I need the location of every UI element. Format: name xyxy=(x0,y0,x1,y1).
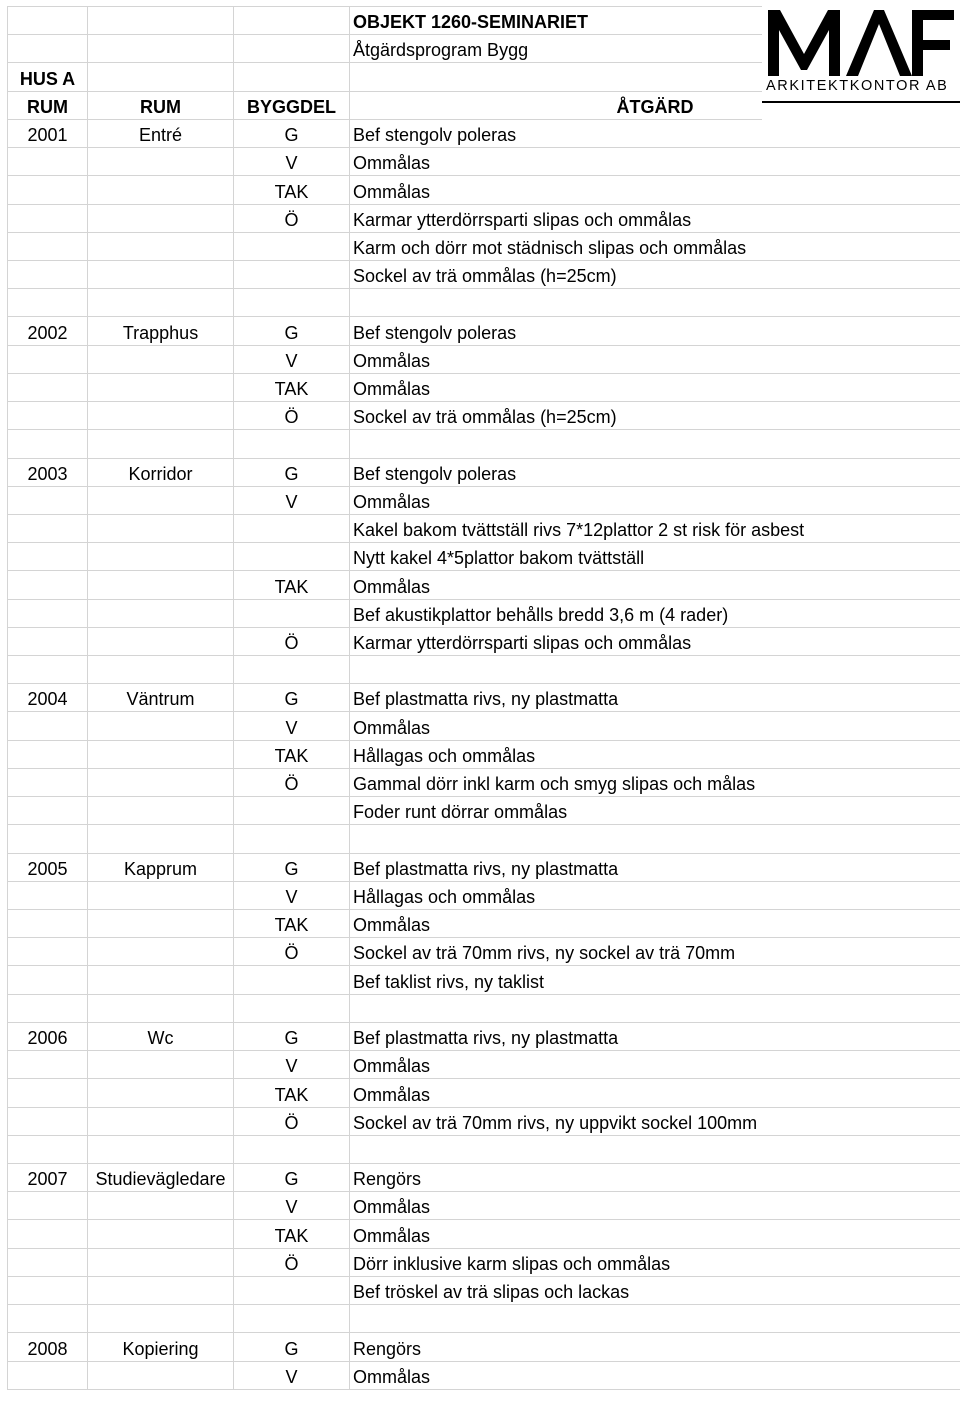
rum-number-cell xyxy=(8,1192,88,1220)
table-row xyxy=(8,994,960,1022)
table-row xyxy=(8,599,960,627)
table-row xyxy=(8,402,960,430)
rum-number-cell xyxy=(8,1079,88,1107)
atgard-cell: Ommålas xyxy=(350,373,960,401)
atgard-cell: Bef tröskel av trä slipas och lackas xyxy=(350,1276,960,1304)
byggdel-cell: G xyxy=(234,317,350,345)
table-row xyxy=(8,373,960,401)
rum-number-cell: 2002 xyxy=(8,317,88,345)
byggdel-cell xyxy=(234,825,350,853)
atgard-cell: Rengörs xyxy=(350,1333,960,1361)
rum-number-cell: 2006 xyxy=(8,1022,88,1050)
rum-name-cell xyxy=(88,881,234,909)
rum-number-cell xyxy=(8,881,88,909)
rum-name-cell xyxy=(88,740,234,768)
byggdel-cell xyxy=(234,232,350,260)
maf-logo xyxy=(762,0,960,120)
rum-number-cell xyxy=(8,260,88,288)
byggdel-cell: TAK xyxy=(234,910,350,938)
rum-number-cell xyxy=(8,1276,88,1304)
atgard-cell: Ommålas xyxy=(350,910,960,938)
rum-name-cell xyxy=(88,910,234,938)
table-row xyxy=(8,514,960,542)
rum-number-cell xyxy=(8,740,88,768)
rum-number-cell xyxy=(8,627,88,655)
byggdel-cell: V xyxy=(234,712,350,740)
atgard-cell: Sockel av trä 70mm rivs, ny sockel av trä 70mm xyxy=(350,938,960,966)
byggdel-cell xyxy=(234,1276,350,1304)
byggdel-cell xyxy=(234,260,350,288)
rum-number-cell xyxy=(8,1107,88,1135)
rum-name-cell xyxy=(88,373,234,401)
byggdel-cell: Ö xyxy=(234,204,350,232)
rum-name-cell xyxy=(88,1079,234,1107)
table-row xyxy=(8,1220,960,1248)
atgard-cell: Ommålas xyxy=(350,571,960,599)
rum-number-cell xyxy=(8,1248,88,1276)
rum-number-cell xyxy=(8,571,88,599)
table-row xyxy=(8,1192,960,1220)
byggdel-cell: Ö xyxy=(234,1248,350,1276)
rum-name-cell: Kapprum xyxy=(88,853,234,881)
atgard-cell: Karmar ytterdörrsparti slipas och ommålas xyxy=(350,204,960,232)
rum-number-cell xyxy=(8,543,88,571)
byggdel-cell: G xyxy=(234,1022,350,1050)
rum-name-cell xyxy=(88,232,234,260)
rum-name-cell: Korridor xyxy=(88,458,234,486)
table-row xyxy=(8,232,960,260)
byggdel-cell: V xyxy=(234,148,350,176)
logo-underline xyxy=(762,101,960,103)
rum-number-cell xyxy=(8,966,88,994)
atgard-cell: Ommålas xyxy=(350,1079,960,1107)
atgard-cell: Karmar ytterdörrsparti slipas och ommålas xyxy=(350,627,960,655)
atgard-cell: Bef stengolv poleras xyxy=(350,119,960,147)
rum-number-cell: 2008 xyxy=(8,1333,88,1361)
table-row xyxy=(8,204,960,232)
atgard-cell: Ommålas xyxy=(350,1051,960,1079)
atgard-cell xyxy=(350,656,960,684)
atgard-cell xyxy=(350,994,960,1022)
rum-number-cell xyxy=(8,768,88,796)
rum-name-cell xyxy=(88,994,234,1022)
rum-name-cell xyxy=(88,204,234,232)
atgard-cell: Bef stengolv poleras xyxy=(350,317,960,345)
atgard-cell: Ommålas xyxy=(350,176,960,204)
byggdel-cell xyxy=(234,966,350,994)
table-row xyxy=(8,543,960,571)
table-row xyxy=(8,938,960,966)
byggdel-cell: V xyxy=(234,1051,350,1079)
rum-number-cell xyxy=(8,656,88,684)
byggdel-cell: V xyxy=(234,1361,350,1389)
rum-number-cell xyxy=(8,1135,88,1163)
table-row xyxy=(8,148,960,176)
rum-name-cell xyxy=(88,966,234,994)
table-row xyxy=(8,825,960,853)
rum-number-cell xyxy=(8,994,88,1022)
atgard-cell: Ommålas xyxy=(350,712,960,740)
rum-number-cell: 2004 xyxy=(8,684,88,712)
rum-number-cell xyxy=(8,289,88,317)
action-table xyxy=(7,6,960,1390)
rum-name-cell xyxy=(88,768,234,796)
rum-number-cell xyxy=(8,430,88,458)
atgard-cell xyxy=(350,1135,960,1163)
byggdel-cell xyxy=(234,543,350,571)
atgard-cell: Ommålas xyxy=(350,1192,960,1220)
atgard-cell xyxy=(350,825,960,853)
byggdel-cell: TAK xyxy=(234,1220,350,1248)
rum-name-cell xyxy=(88,1276,234,1304)
table-row xyxy=(8,1276,960,1304)
table-row xyxy=(8,797,960,825)
rum-name-cell xyxy=(88,148,234,176)
atgard-cell: Bef taklist rivs, ny taklist xyxy=(350,966,960,994)
rum-name-cell xyxy=(88,1305,234,1333)
byggdel-cell: G xyxy=(234,853,350,881)
byggdel-cell xyxy=(234,430,350,458)
byggdel-cell xyxy=(234,599,350,627)
rum-number-cell xyxy=(8,599,88,627)
byggdel-cell: Ö xyxy=(234,938,350,966)
byggdel-cell xyxy=(234,1305,350,1333)
atgard-cell: Bef plastmatta rivs, ny plastmatta xyxy=(350,684,960,712)
rum-name-cell xyxy=(88,1220,234,1248)
rum-name-cell xyxy=(88,289,234,317)
maf-logo-letters xyxy=(766,6,956,78)
table-row xyxy=(8,853,960,881)
table-row xyxy=(8,1305,960,1333)
rum-name-cell xyxy=(88,514,234,542)
rum-name-cell xyxy=(88,486,234,514)
rum-number-cell xyxy=(8,797,88,825)
table-row xyxy=(8,458,960,486)
rum-name-cell xyxy=(88,402,234,430)
rum-number-cell xyxy=(8,1361,88,1389)
atgard-cell: Nytt kakel 4*5plattor bakom tvättställ xyxy=(350,543,960,571)
rum-name-cell xyxy=(88,1107,234,1135)
rum-number-cell xyxy=(8,712,88,740)
rum-name-cell xyxy=(88,1192,234,1220)
byggdel-cell: V xyxy=(234,881,350,909)
rum-number-cell xyxy=(8,825,88,853)
table-row xyxy=(8,768,960,796)
rum-name-cell xyxy=(88,797,234,825)
byggdel-cell xyxy=(234,514,350,542)
rum-name-cell: Väntrum xyxy=(88,684,234,712)
table-row xyxy=(8,1361,960,1389)
rum-number-cell xyxy=(8,402,88,430)
rum-name-cell xyxy=(88,1051,234,1079)
atgard-cell: Ommålas xyxy=(350,1220,960,1248)
maf-logo-tagline: ARKITEKTKONTOR AB xyxy=(766,78,949,94)
byggdel-cell: V xyxy=(234,486,350,514)
rum-name-cell: Wc xyxy=(88,1022,234,1050)
atgard-cell: Ommålas xyxy=(350,345,960,373)
table-row xyxy=(8,740,960,768)
byggdel-cell xyxy=(234,797,350,825)
table-row xyxy=(8,1333,960,1361)
rum-name-cell xyxy=(88,1361,234,1389)
rum-number-cell xyxy=(8,373,88,401)
col-header-rum-no: RUM xyxy=(8,91,88,119)
atgard-cell: Hållagas och ommålas xyxy=(350,881,960,909)
byggdel-cell xyxy=(234,289,350,317)
spreadsheet xyxy=(7,6,960,1390)
atgard-cell xyxy=(350,1305,960,1333)
atgard-cell: Karm och dörr mot städnisch slipas och ommålas xyxy=(350,232,960,260)
rum-name-cell xyxy=(88,599,234,627)
table-row xyxy=(8,260,960,288)
byggdel-cell: G xyxy=(234,684,350,712)
rum-name-cell xyxy=(88,260,234,288)
rum-number-cell xyxy=(8,232,88,260)
byggdel-cell: Ö xyxy=(234,768,350,796)
rum-number-cell: 2005 xyxy=(8,853,88,881)
rum-number-cell xyxy=(8,204,88,232)
rum-number-cell xyxy=(8,938,88,966)
byggdel-cell: TAK xyxy=(234,373,350,401)
rum-name-cell xyxy=(88,345,234,373)
rum-number-cell xyxy=(8,910,88,938)
byggdel-cell xyxy=(234,994,350,1022)
atgard-cell: Sockel av trä ommålas (h=25cm) xyxy=(350,402,960,430)
rum-name-cell xyxy=(88,627,234,655)
byggdel-cell: TAK xyxy=(234,740,350,768)
atgard-cell: Bef stengolv poleras xyxy=(350,458,960,486)
table-row xyxy=(8,289,960,317)
atgard-cell: Gammal dörr inkl karm och smyg slipas och målas xyxy=(350,768,960,796)
rum-name-cell xyxy=(88,712,234,740)
atgard-cell: Bef plastmatta rivs, ny plastmatta xyxy=(350,853,960,881)
rum-name-cell xyxy=(88,571,234,599)
table-row xyxy=(8,317,960,345)
atgard-cell: Ommålas xyxy=(350,1361,960,1389)
rum-number-cell xyxy=(8,514,88,542)
atgard-cell xyxy=(350,430,960,458)
rum-number-cell xyxy=(8,148,88,176)
atgard-cell: Rengörs xyxy=(350,1163,960,1191)
table-row xyxy=(8,1107,960,1135)
byggdel-cell: G xyxy=(234,1333,350,1361)
col-header-byggdel: BYGGDEL xyxy=(234,91,350,119)
atgard-cell: Hållagas och ommålas xyxy=(350,740,960,768)
rum-number-cell xyxy=(8,176,88,204)
rum-name-cell xyxy=(88,176,234,204)
table-row xyxy=(8,712,960,740)
atgard-cell: Kakel bakom tvättställ rivs 7*12plattor 2 st risk för asbest xyxy=(350,514,960,542)
atgard-cell: Foder runt dörrar ommålas xyxy=(350,797,960,825)
atgard-cell: Bef plastmatta rivs, ny plastmatta xyxy=(350,1022,960,1050)
byggdel-cell: TAK xyxy=(234,1079,350,1107)
atgard-cell: Dörr inklusive karm slipas och ommålas xyxy=(350,1248,960,1276)
byggdel-cell: Ö xyxy=(234,627,350,655)
rum-number-cell xyxy=(8,1305,88,1333)
byggdel-cell: TAK xyxy=(234,571,350,599)
table-row xyxy=(8,345,960,373)
atgard-cell: Bef akustikplattor behålls bredd 3,6 m (4 rader) xyxy=(350,599,960,627)
col-header-rum-name: RUM xyxy=(88,91,234,119)
rum-name-cell xyxy=(88,543,234,571)
rum-number-cell: 2003 xyxy=(8,458,88,486)
rum-number-cell xyxy=(8,1220,88,1248)
byggdel-cell: TAK xyxy=(234,176,350,204)
byggdel-cell: Ö xyxy=(234,1107,350,1135)
table-row xyxy=(8,1051,960,1079)
byggdel-cell: G xyxy=(234,119,350,147)
table-row xyxy=(8,1163,960,1191)
byggdel-cell: G xyxy=(234,458,350,486)
byggdel-cell xyxy=(234,1135,350,1163)
rum-name-cell xyxy=(88,825,234,853)
byggdel-cell: V xyxy=(234,345,350,373)
rum-name-cell xyxy=(88,1248,234,1276)
table-row xyxy=(8,966,960,994)
rum-name-cell: Studievägledare xyxy=(88,1163,234,1191)
table-row xyxy=(8,627,960,655)
table-row xyxy=(8,1248,960,1276)
rum-name-cell: Kopiering xyxy=(88,1333,234,1361)
rum-name-cell xyxy=(88,430,234,458)
house-label: HUS A xyxy=(8,63,88,91)
byggdel-cell: G xyxy=(234,1163,350,1191)
rum-name-cell: Entré xyxy=(88,119,234,147)
atgard-cell: Ommålas xyxy=(350,486,960,514)
rum-name-cell xyxy=(88,938,234,966)
table-row xyxy=(8,1022,960,1050)
table-row xyxy=(8,684,960,712)
table-row xyxy=(8,656,960,684)
rum-number-cell xyxy=(8,1051,88,1079)
col-header-atgard: ÅTGÄRD xyxy=(350,91,960,119)
rum-name-cell xyxy=(88,656,234,684)
rum-number-cell xyxy=(8,345,88,373)
table-row xyxy=(8,176,960,204)
byggdel-cell: Ö xyxy=(234,402,350,430)
table-row xyxy=(8,119,960,147)
table-row xyxy=(8,910,960,938)
rum-name-cell xyxy=(88,1135,234,1163)
project-title: OBJEKT 1260-SEMINARIET xyxy=(350,7,960,35)
atgard-cell xyxy=(350,289,960,317)
rum-name-cell: Trapphus xyxy=(88,317,234,345)
project-subtitle: Åtgärdsprogram Bygg xyxy=(350,35,960,63)
byggdel-cell: V xyxy=(234,1192,350,1220)
rum-number-cell: 2001 xyxy=(8,119,88,147)
atgard-cell: Ommålas xyxy=(350,148,960,176)
table-row xyxy=(8,430,960,458)
rum-number-cell: 2007 xyxy=(8,1163,88,1191)
table-row xyxy=(8,1135,960,1163)
atgard-cell: Sockel av trä ommålas (h=25cm) xyxy=(350,260,960,288)
table-row xyxy=(8,1079,960,1107)
table-row xyxy=(8,881,960,909)
rum-number-cell xyxy=(8,486,88,514)
table-row xyxy=(8,571,960,599)
atgard-cell: Sockel av trä 70mm rivs, ny uppvikt sockel 100mm xyxy=(350,1107,960,1135)
byggdel-cell xyxy=(234,656,350,684)
table-row xyxy=(8,486,960,514)
